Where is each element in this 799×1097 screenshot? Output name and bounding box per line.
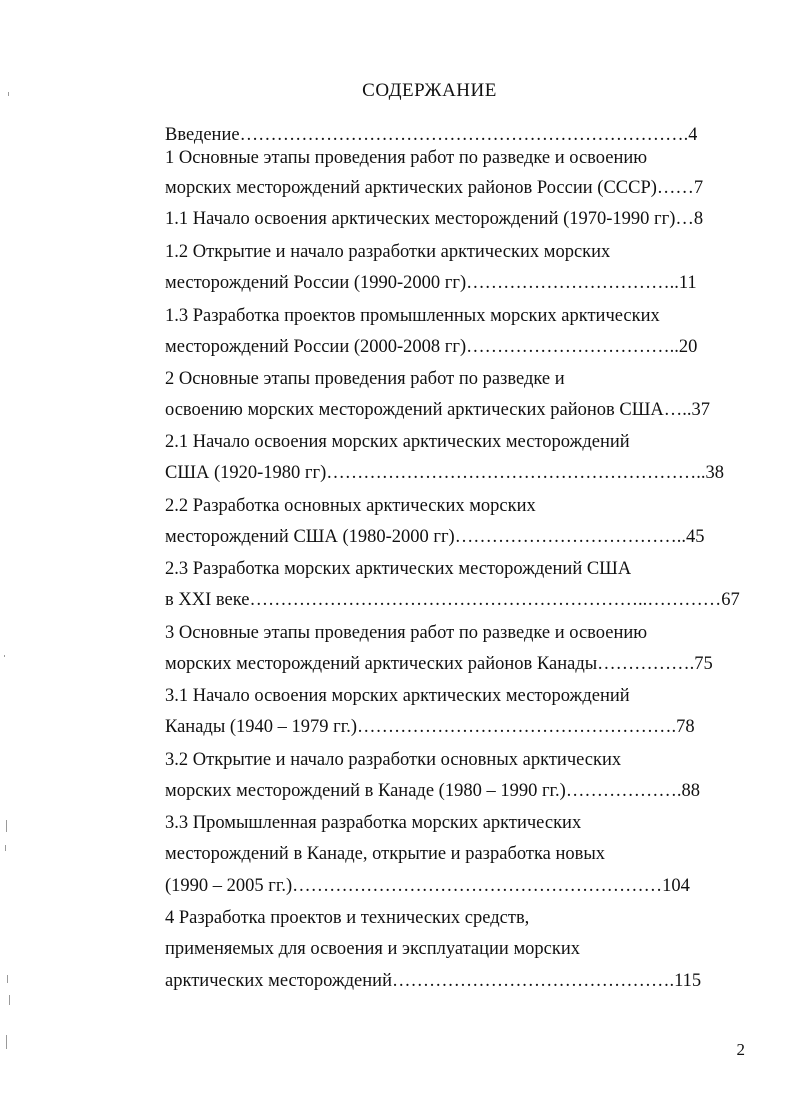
toc-line: Введение……………………………………………………………….4 bbox=[165, 125, 698, 145]
toc-line: 3.3 Промышленная разработка морских арктических bbox=[165, 813, 582, 833]
toc-line: морских месторождений арктических районов Канады…………….75 bbox=[165, 654, 713, 674]
toc-line: морских месторождений арктических районов России (СССР)……7 bbox=[165, 178, 704, 198]
toc-line: 4 Разработка проектов и технических средств, bbox=[165, 908, 530, 928]
toc-line: применяемых для освоения и эксплуатации морских bbox=[165, 939, 581, 959]
toc-line: 2.3 Разработка морских арктических месторождений США bbox=[165, 559, 632, 579]
toc-line: 2.1 Начало освоения морских арктических месторождений bbox=[165, 432, 630, 452]
toc-line: Канады (1940 – 1979 гг.)…………………………………………….78 bbox=[165, 717, 695, 737]
page-number: 2 bbox=[736, 1040, 745, 1059]
toc-line: 1.1 Начало освоения арктических месторождений (1970-1990 гг)…8 bbox=[165, 209, 704, 229]
toc-line: 2.2 Разработка основных арктических морских bbox=[165, 496, 536, 516]
toc-line: 1.3 Разработка проектов промышленных морских арктических bbox=[165, 306, 660, 326]
toc-line: США (1920-1980 гг)……………………………………………………..38 bbox=[165, 463, 725, 483]
toc-line: морских месторождений в Канаде (1980 – 1990 гг.)……………….88 bbox=[165, 781, 700, 801]
toc-line: арктических месторождений……………………………………….115 bbox=[165, 971, 702, 991]
page-title: СОДЕРЖАНИЕ bbox=[362, 80, 497, 101]
scan-margin-specks bbox=[0, 0, 20, 1097]
toc-line: 1.2 Открытие и начало разработки арктических морских bbox=[165, 242, 611, 262]
toc-line: 2 Основные этапы проведения работ по разведке и bbox=[165, 369, 565, 389]
toc-line: 1 Основные этапы проведения работ по разведке и освоению bbox=[165, 148, 648, 168]
toc-line: 3.2 Открытие и начало разработки основных арктических bbox=[165, 750, 622, 770]
toc-line: 3 Основные этапы проведения работ по разведке и освоению bbox=[165, 623, 648, 643]
toc-line: месторождений России (1990-2000 гг)……………………………..11 bbox=[165, 273, 697, 293]
toc-line: месторождений России (2000-2008 гг)……………………………..20 bbox=[165, 337, 698, 357]
toc-line: освоению морских месторождений арктических районов США…..37 bbox=[165, 400, 710, 420]
toc-line: 3.1 Начало освоения морских арктических месторождений bbox=[165, 686, 630, 706]
toc-line: (1990 – 2005 гг.)……………………………………………………104 bbox=[165, 876, 690, 896]
toc-line: месторождений в Канаде, открытие и разработка новых bbox=[165, 844, 606, 864]
toc-line: месторождений США (1980-2000 гг)………………………………..45 bbox=[165, 527, 705, 547]
toc-line: в XXI веке………………………………………………………..…………67 bbox=[165, 590, 740, 610]
